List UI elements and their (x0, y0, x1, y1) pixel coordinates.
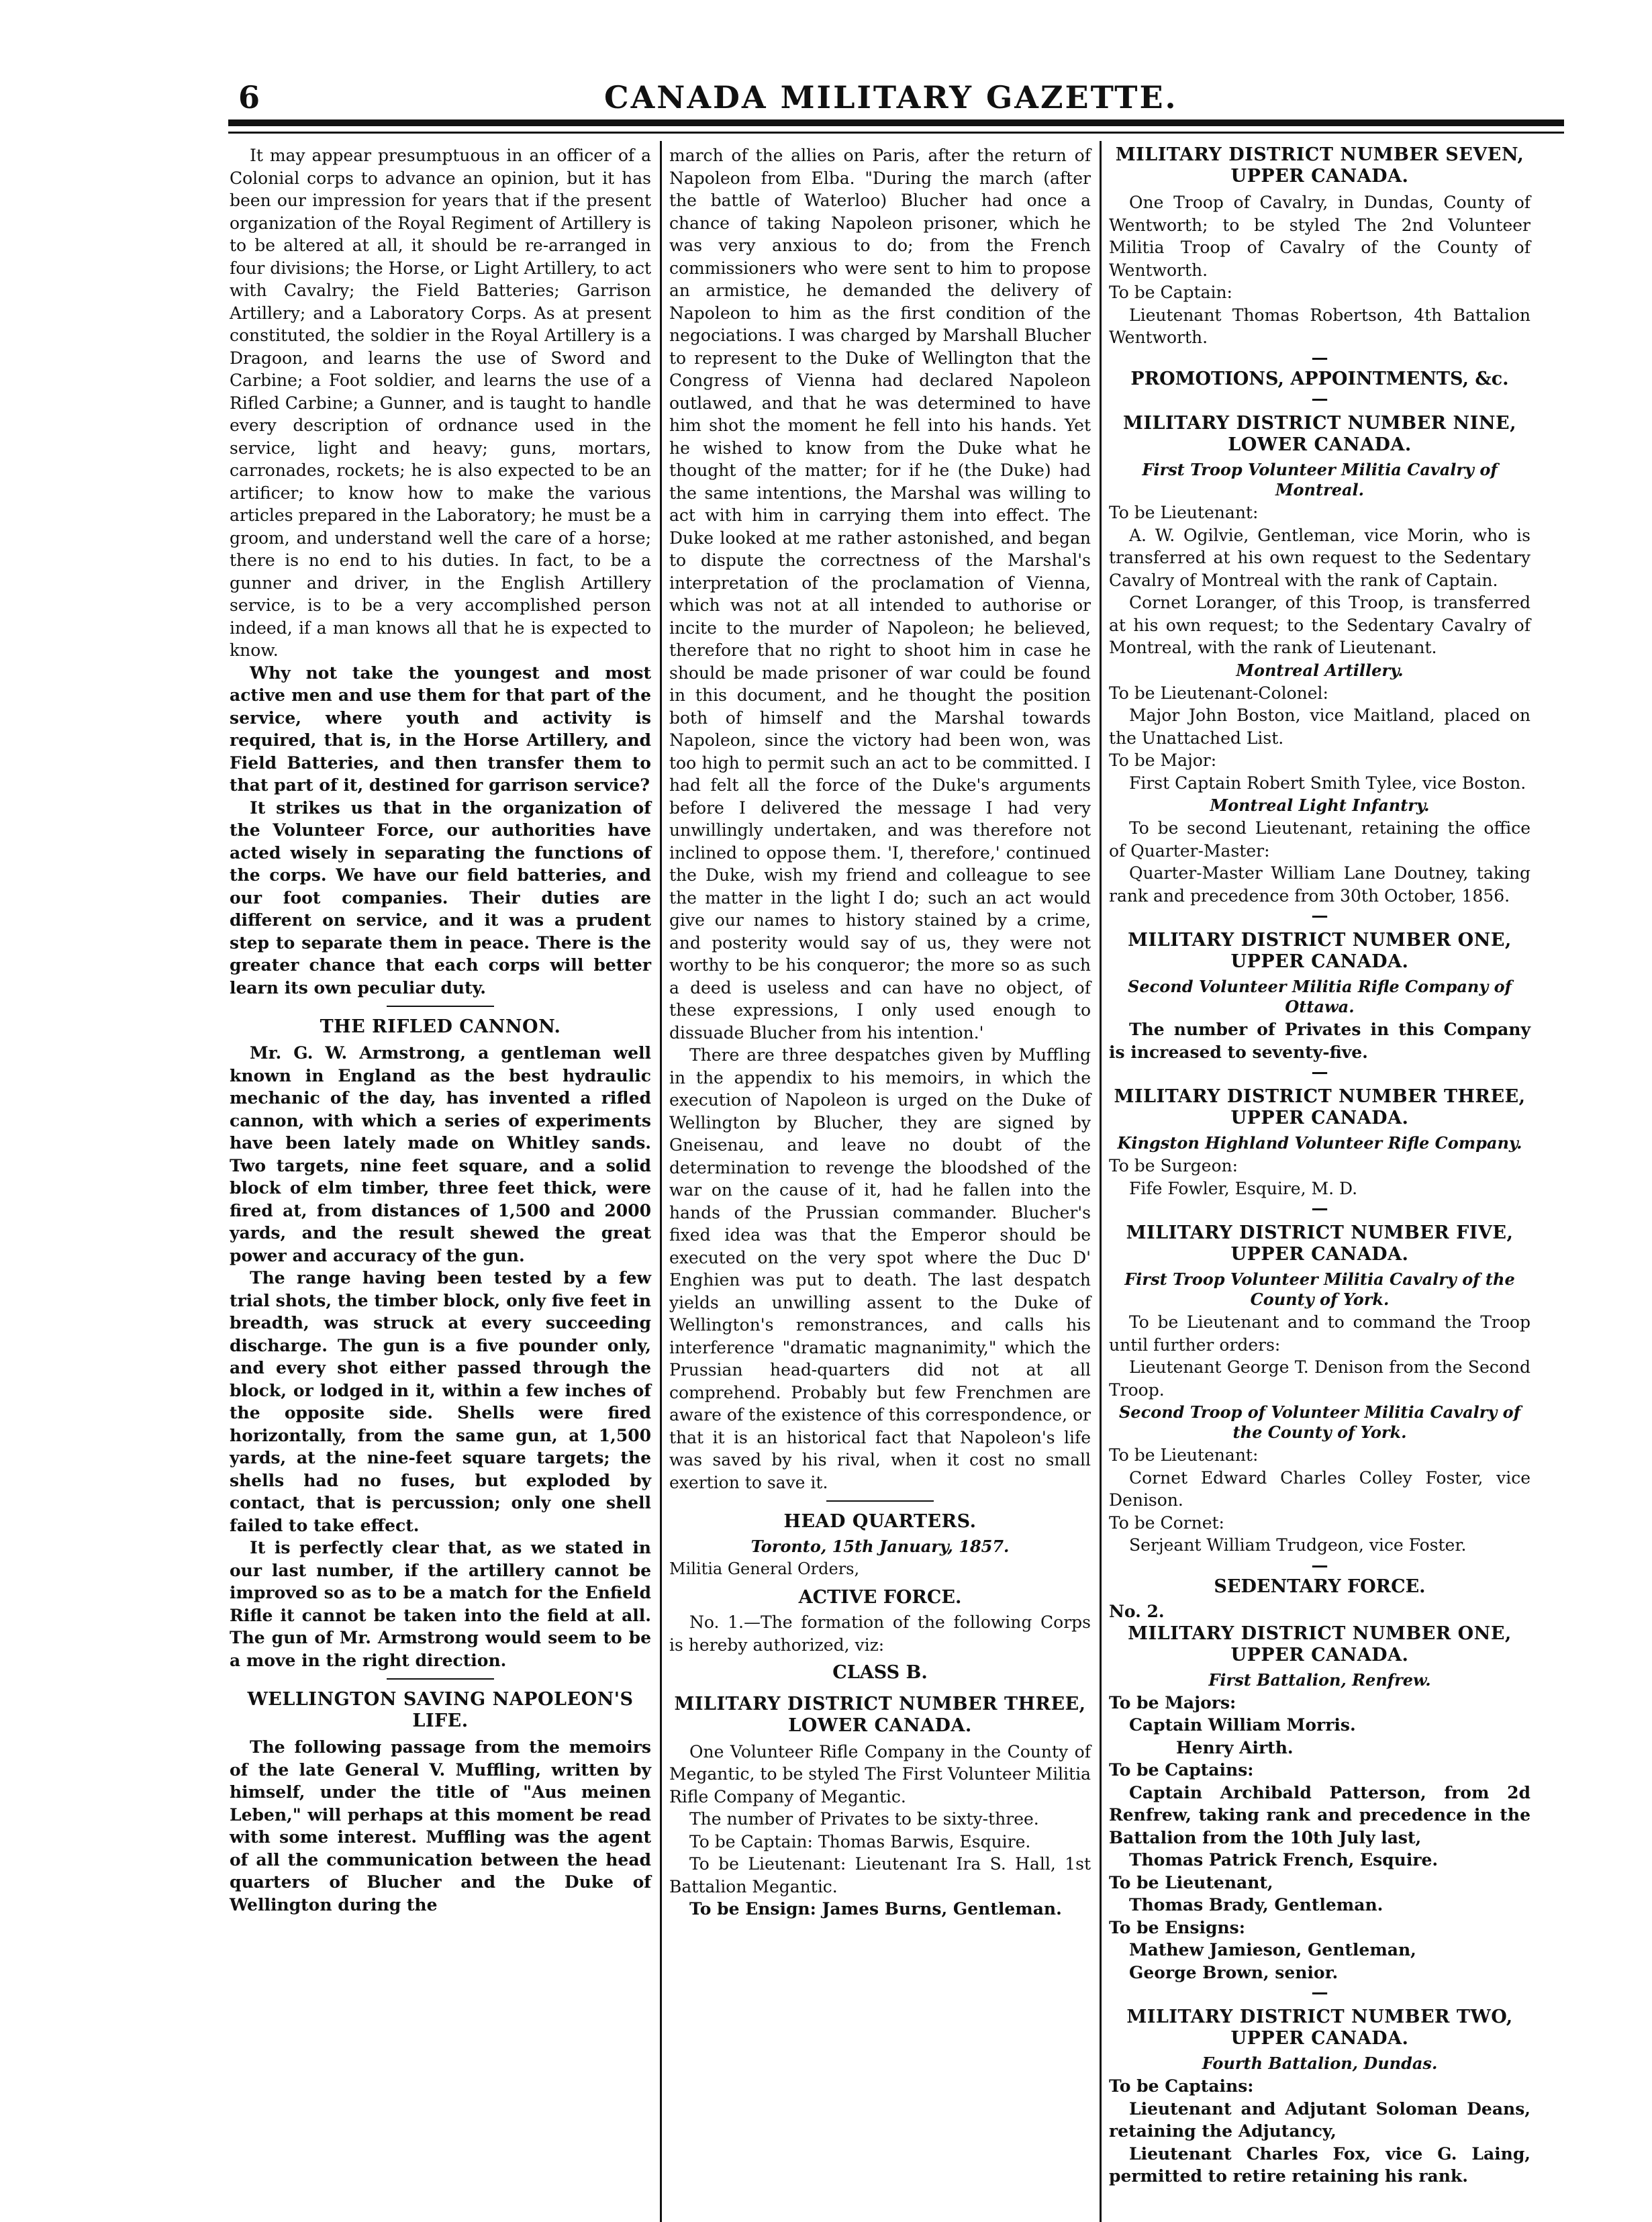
md3-lower-canada-heading: MILITARY DISTRICT NUMBER THREE, LOWER CANADA. (674, 1693, 1086, 1736)
md3-order-3: To be Captain: Thomas Barwis, Esquire. (689, 1831, 1031, 1851)
md2-unit: Fourth Battalion, Dundas. (1202, 2054, 1438, 2073)
sed-order-3: Henry Airth. (1176, 1737, 1294, 1757)
artillery-paragraph-2: Why not take the youngest and most active men and use them for that part of the service, where youth and activity is required, that is, in the Horse Artillery, and Field Batteries, and then transfer them to that part of it, destined for garrison service? (230, 663, 651, 795)
sed-order-8: Thomas Brady, Gentleman. (1129, 1895, 1383, 1915)
md7-order-1: One Troop of Cavalry, in Dundas, County of Wentworth; to be styled The 2nd Volunteer Militia Troop of Cavalry of the County of Wentworth. (1109, 193, 1530, 280)
md5-order-2: Lieutenant George T. Denison from the Second Troop. (1109, 1357, 1530, 1400)
md9-order-2: A. W. Ogilvie, Gentleman, vice Morin, who is transferred at his own request to the Sedentary Cavalry of Montreal with the rank of Captain. (1109, 525, 1530, 590)
sed-order-6: Thomas Patrick French, Esquire. (1129, 1850, 1439, 1870)
md9-order-8: To be second Lieutenant, retaining the office of Quarter-Master: (1109, 818, 1530, 861)
md5-unit-1: First Troop Volunteer Militia Cavalry of the County of York. (1124, 1269, 1515, 1309)
wellington-heading: WELLINGTON SAVING NAPOLEON'S LIFE. (247, 1689, 634, 1731)
md3-upper-canada-heading: MILITARY DISTRICT NUMBER THREE, UPPER CANADA. (1114, 1086, 1526, 1128)
md9-order-3: Cornet Loranger, of this Troop, is transferred at his own request; to the Sedentary Cavalry of Montreal, with the rank of Lieutenant. (1109, 593, 1530, 657)
md5-heading: MILITARY DISTRICT NUMBER FIVE, UPPER CANADA. (1126, 1222, 1514, 1265)
md9-heading: MILITARY DISTRICT NUMBER NINE, LOWER CANADA. (1123, 413, 1516, 455)
md3-order-5: To be Ensign: James Burns, Gentleman. (689, 1899, 1062, 1919)
column-divider-2 (1100, 141, 1102, 2222)
md5-order-4: Cornet Edward Charles Colley Foster, vice Denison. (1109, 1467, 1530, 1510)
md2-order-3: Lieutenant Charles Fox, vice G. Laing, permitted to retire retaining his rank. (1109, 2143, 1530, 2186)
md9-order-7: First Captain Robert Smith Tylee, vice Boston. (1129, 773, 1526, 793)
md9-unit-1: First Troop Volunteer Militia Cavalry of Montreal. (1142, 460, 1498, 499)
md1-order-1: The number of Privates in this Company is increased to seventy-five. (1109, 1020, 1530, 1062)
wellington-paragraph-1: The following passage from the memoirs of the late General V. Muffling, written by himself, under the title of "Aus meinen Leben," will perhaps at this moment be read with some interest. Muffling was the agent of all the communication between the head quarters of Blucher and the Duke of Wellington during the (230, 1737, 651, 1915)
class-b-heading: CLASS B. (832, 1662, 928, 1683)
promotions-heading: PROMOTIONS, APPOINTMENTS, &c. (1130, 368, 1509, 389)
md2-order-1: To be Captains: (1109, 2076, 1254, 2096)
dateline: Toronto, 15th January, 1857. (750, 1537, 1010, 1556)
artillery-paragraph-3: It strikes us that in the organization of the Volunteer Force, our authorities have acted wisely in separating the functions of the corps. We have our field batteries, and our foot companies. Their duties are different on service, and it was a prudent step to separate them in peace. There is the greater chance that each corps will better learn its own peculiar duty. (230, 798, 651, 998)
md2-order-2: Lieutenant and Adjutant Soloman Deans, retaining the Adjutancy, (1109, 2098, 1530, 2141)
wellington-paragraph-2: march of the allies on Paris, after the return of Napoleon from Elba. "During the march (after the battle of Waterloo) Blucher had once a chance of taking Napoleon prisoner, which he was very anxious to do; from the French commissioners who were sent to him to propose an armistice, he demanded the delivery of Napoleon to him as the first condition of the negociations. I was charged by Marshall Blucher to represent to the Duke of Wellington that the Congress of Vienna had declared Napoleon outlawed, and that he was determined to have him shot the moment he fell into his hands. Yet he wished to know from the Duke what he thought of the matter; for if he (the Duke) had the same intentions, the Marshal was willing to act with him in carrying them into effect. The Duke looked at me rather astonished, and began to dispute the correctness of the Marshal's interpretation of the proclamation of Vienna, which was not at all intended to authorise or incite to the murder of Napoleon; he believed, therefore that no right to shoot him in case he should be made prisoner of war could be found in this document, and he thought the position both of himself and the Marshal towards Napoleon, since the victory had been won, was too high to permit such an act to be committed. I had felt all the force of the Duke's arguments before I delivered the message I had very unwillingly undertaken, and was therefore not inclined to oppose them. 'I, therefore,' continued the Duke, wish my friend and colleague to see the matter in the light I do; such an act would give our names to history stained by a crime, and posterity would say of us, they were not worthy to be his conqueror; the more so as such a deed is useless and can have no object, of these expressions, I only used enough to dissuade Blucher from his intention.' (669, 146, 1091, 1043)
md5-unit-2: Second Troop of Volunteer Militia Cavalry of the County of York. (1118, 1402, 1521, 1442)
sed-order-5: Captain Archibald Patterson, from 2d Renfrew, taking rank and precedence in the Battalion from the 10th July last, (1109, 1782, 1530, 1847)
md3-order-2: The number of Privates to be sixty-three. (689, 1809, 1039, 1829)
md2-heading: MILITARY DISTRICT NUMBER TWO, UPPER CANADA. (1126, 2007, 1513, 2049)
sed-order-11: George Brown, senior. (1129, 1962, 1339, 1982)
rifled-cannon-paragraph-3: It is perfectly clear that, as we stated in our last number, if the artillery cannot be improved so as to be a match for the Enfield Rifle it cannot be taken into the field at all. The gun of Mr. Armstrong would seem to be a move in the right direction. (230, 1538, 651, 1670)
md3u-order-2: Fife Fowler, Esquire, M. D. (1129, 1178, 1358, 1198)
sed-order-7: To be Lieutenant, (1109, 1872, 1273, 1892)
rifled-cannon-paragraph-2: The range having been tested by a few trial shots, the timber block, only five feet in breadth, was struck at every succeeding discharge. The gun is a five pounder only, and every shot either passed through the block, or lodged in it, within a few inches of the opposite side. Shells were fired horizontally, from the same gun, at 1,500 yards, at the nine-feet square targets; the shells had no fuses, but exploded by contact, that is percussion; only one shell failed to take effect. (230, 1268, 651, 1535)
column-3: MILITARY DISTRICT NUMBER SEVEN, UPPER CANADA. One Troop of Cavalry, in Dundas, County of Wentworth; to be styled The 2nd Volunteer Militia Troop of Cavalry of the County of Wentworth. To be Captain: Lieutenant Thomas Robertson, 4th Battalion Wentworth. — PROMOTIONS, APPOINTMENTS, &c. — MILITARY DISTRICT NUMBER NINE, LOWER CANADA. First Troop Volunteer Militia Cavalry of Montreal. To be Lieutenant: A. W. Ogilvie, Gentleman, vice Morin, who is transferred at his own request to the Sedentary Cavalry of Montreal with the rank of Captain. Cornet Loranger, of this Troop, is transferred at his own request; to the Sedentary Cavalry of Montreal, with the rank of Lieutenant. Montreal Artillery. To be Lieutenant-Colonel: Major John Boston, vice Maitland, placed on the Unattached List. To be Major: First Captain Robert Smith Tylee, vice Boston. Montreal Light Infantry. To be second Lieutenant, retaining the office of Quarter-Master: Quarter-Master William Lane Doutney, taking rank and precedence from 30th October, 1856. — MILITARY DISTRICT NUMBER ONE, UPPER CANADA. Second Volunteer Militia Rifle Company of Ottawa. The number of Privates in this Company is increased to seventy-five. — MILITARY DISTRICT NUMBER THREE, UPPER CANADA. Kingston Highland Volunteer Rifle Company. To be Surgeon: Fife Fowler, Esquire, M. D. — MILITARY DISTRICT NUMBER FIVE, UPPER CANADA. First Troop Volunteer Militia Cavalry of the County of York. To be Lieutenant and to command the Troop until further orders: Lieutenant George T. Denison from the Second Troop. Second Troop of Volunteer Militia Cavalry of the County of York. To be Lieutenant: Cornet Edward Charles Colley Foster, vice Denison. To be Cornet: Serjeant William Trudgeon, vice Foster. — SEDENTARY FORCE. No. 2. MILITARY DISTRICT NUMBER ONE, UPPER CANADA. First Battalion, Renfrew. To be Majors: Captain William Morris. Henry Airth. To be Captains: Captain Archibald Patterson, from 2d Renfrew, taking rank and precedence in the Battalion from the 10th July last, Thomas Patrick French, Esquire. To be Lieutenant, Thomas Brady, Gentleman. To be Ensigns: Mathew Jamieson, Gentleman, George Brown, senior. — MILITARY DISTRICT NUMBER TWO, UPPER CANADA. Fourth Battalion, Dundas. To be Captains: Lieutenant and Adjutant Soloman Deans, retaining the Adjutancy, Lieutenant Charles Fox, vice G. Laing, permitted to retire retaining his rank. (1109, 144, 1530, 2188)
sed-order-1: To be Majors: (1109, 1692, 1236, 1712)
order-no-1: No. 1.—The formation of the following Corps is hereby authorized, viz: (669, 1612, 1091, 1655)
md5-order-6: Serjeant William Trudgeon, vice Foster. (1129, 1535, 1467, 1555)
md3u-order-1: To be Surgeon: (1109, 1156, 1238, 1175)
md3-order-4: To be Lieutenant: Lieutenant Ira S. Hall, 1st Battalion Megantic. (669, 1854, 1091, 1896)
md9-order-4: To be Lieutenant-Colonel: (1109, 683, 1328, 703)
masthead-title: CANADA MILITARY GAZETTE. (604, 79, 1178, 115)
column-divider-1 (660, 141, 662, 2222)
md1-sedentary-unit: First Battalion, Renfrew. (1208, 1670, 1431, 1690)
md7-order-3: Lieutenant Thomas Robertson, 4th Battalion Wentworth. (1109, 305, 1530, 347)
section-divider (387, 1006, 494, 1007)
md9-order-6: To be Major: (1109, 751, 1217, 770)
md9-order-5: Major John Boston, vice Maitland, placed on the Unattached List. (1109, 706, 1530, 748)
sed-order-9: To be Ensigns: (1109, 1917, 1245, 1937)
militia-general-orders: Militia General Orders, (669, 1559, 860, 1578)
order-no-2: No. 2. (1109, 1602, 1165, 1621)
active-force-heading: ACTIVE FORCE. (798, 1586, 962, 1608)
sed-order-10: Mathew Jamieson, Gentleman, (1129, 1940, 1416, 1960)
md7-heading: MILITARY DISTRICT NUMBER SEVEN, UPPER CANADA. (1115, 144, 1524, 187)
md9-order-9: Quarter-Master William Lane Doutney, taking rank and precedence from 30th October, 1856. (1109, 863, 1530, 906)
page-number: 6 (238, 79, 260, 115)
md1-heading: MILITARY DISTRICT NUMBER ONE, UPPER CANADA. (1128, 930, 1512, 972)
md1-sedentary-heading: MILITARY DISTRICT NUMBER ONE, UPPER CANADA. (1128, 1623, 1512, 1665)
md7-order-2: To be Captain: (1109, 283, 1232, 302)
md1-unit: Second Volunteer Militia Rifle Company of Ottawa. (1128, 977, 1512, 1016)
sed-order-2: Captain William Morris. (1129, 1715, 1356, 1735)
column-2 (669, 144, 1091, 1921)
md3-order-1: One Volunteer Rifle Company in the County of Megantic, to be styled The First Volunteer Militia Rifle Company of Megantic. (669, 1741, 1091, 1806)
md5-order-5: To be Cornet: (1109, 1512, 1224, 1533)
md9-order-1: To be Lieutenant: (1109, 503, 1259, 522)
md5-order-3: To be Lieutenant: (1109, 1445, 1259, 1465)
rifled-cannon-heading: THE RIFLED CANNON. (320, 1016, 561, 1037)
section-divider (826, 1500, 934, 1502)
wellington-paragraph-3: There are three despatches given by Muffling in the appendix to his memoirs, in which the execution of Napoleon is urged on the Duke of Wellington by Blucher, they are signed by Gneisenau, and leave no doubt of the determination to revenge the bloodshed of the war on the cause of it, had he fallen into the hands of the Prussian commander. Blucher's fixed idea was that the Emperor should be executed on the very spot where the Duc D' Enghien was put to death. The last despatch yields an unwilling assent to the Duke of Wellington's remonstrances, and calls his interference "dramatic magnanimity," which the Prussian head-quarters did not at all comprehend. Probably but few Frenchmen are aware of the existence of this correspondence, or that it is an historical fact that Napoleon's life was saved by his rival, when it cost no small exertion to save it. (669, 1045, 1091, 1492)
md3-unit: Kingston Highland Volunteer Rifle Company. (1117, 1133, 1522, 1153)
header-rule-thick (228, 119, 1564, 126)
column-1 (230, 144, 651, 1916)
sedentary-force-heading: SEDENTARY FORCE. (1214, 1576, 1426, 1597)
head-quarters-heading: HEAD QUARTERS. (783, 1511, 977, 1532)
md9-unit-2: Montreal Artillery. (1236, 660, 1404, 680)
header-rule-thin (228, 132, 1564, 134)
artillery-paragraph-1: It may appear presumptuous in an officer of a Colonial corps to advance an opinion, but it has been our impression for years that if the present organization of the Royal Regiment of Artillery is to be altered at all, it should be re-arranged in four divisions; the Horse, or Light Artillery, to act with Cavalry; the Field Batteries; Garrison Artillery; and a Laboratory Corps. As at present constituted, the soldier in the Royal Artillery is a Dragoon, and learns the use of Sword and Carbine; a Foot soldier, and learns the use of a Rifled Carbine; a Gunner, and is taught to handle every description of ordnance used in the service, light and heavy; guns, mortars, carronades, rockets; he is also expected to be an artificer; to know how to make the various articles prepared in the Laboratory; he must be a groom, and understand well the care of a horse; there is no end to his duties. In fact, to be a gunner and driver, in the English Artillery service, is to be a very accomplished person indeed, if a man knows all that he is expected to know. (230, 146, 651, 660)
md5-order-1: To be Lieutenant and to command the Troop until further orders: (1109, 1312, 1530, 1355)
md9-unit-3: Montreal Light Infantry. (1210, 795, 1430, 815)
rifled-cannon-paragraph-1: Mr. G. W. Armstrong, a gentleman well known in England as the best hydraulic mechanic of the day, has invented a rifled cannon, with which a series of experiments have been lately made on Whitley sands. Two targets, nine feet square, and a solid block of elm timber, three feet thick, were fired at, from distances of 1,500 and 2000 yards, and the result shewed the great power and accuracy of the gun. (230, 1043, 651, 1265)
sed-order-4: To be Captains: (1109, 1760, 1254, 1780)
section-divider (387, 1678, 494, 1680)
